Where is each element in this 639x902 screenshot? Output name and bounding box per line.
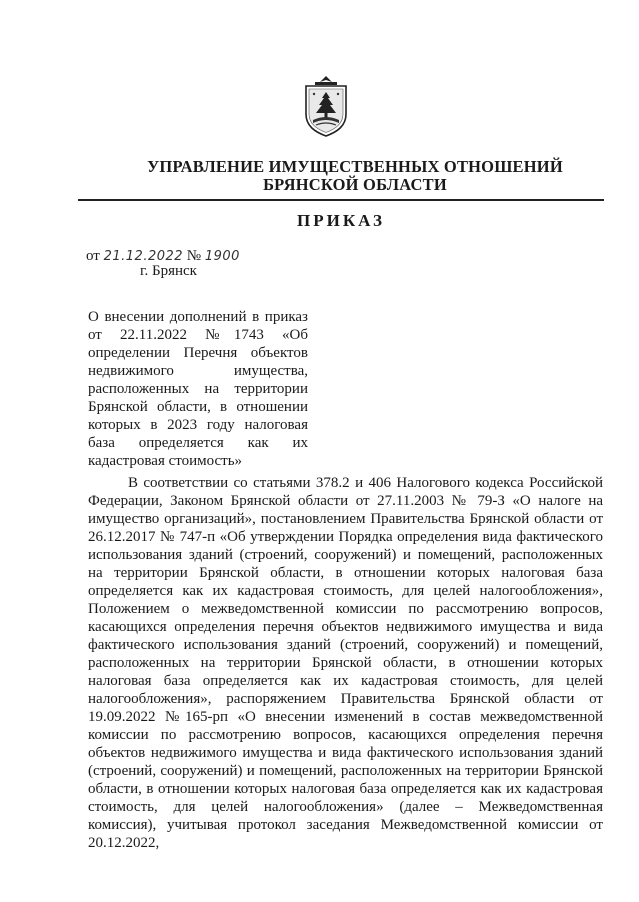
body-line: расположенных на территории Брянской области, в отношении которых bbox=[88, 655, 603, 671]
order-date: 21.12.2022 bbox=[103, 249, 184, 264]
subject-line: которых в 2023 году налоговая bbox=[88, 417, 308, 433]
body-line: В соответствии со статьями 378.2 и 406 Налогового кодекса Российской bbox=[128, 475, 603, 491]
subject-line: расположенных на территории bbox=[88, 381, 308, 397]
body-line: фактического использования зданий (строений, сооружений) и помещений, bbox=[88, 637, 603, 653]
body-line: использования зданий (строений, сооружений) и помещений, расположенных bbox=[88, 547, 603, 563]
document-type-title: ПРИКАЗ bbox=[297, 211, 385, 230]
body-line: касающихся определения перечня объектов недвижимого имущества и вида bbox=[88, 619, 603, 635]
subject-line: кадастровая стоимость» bbox=[88, 453, 243, 469]
body-line: налогообложения», распоряжением Правительства Брянской области от bbox=[88, 691, 603, 707]
body-line: 19.09.2022 №165-рп «О внесении изменений в состав межведомственной bbox=[88, 709, 603, 725]
body-line: 20.12.2022, bbox=[88, 835, 160, 851]
subject-line: О внесении дополнений в приказ bbox=[88, 309, 308, 325]
body-line: стоимость, для целей налогообложения» (далее – Межведомственная bbox=[88, 799, 603, 815]
body-line: 26.12.2017 № 747-п «Об утверждении Порядка определения вида фактического bbox=[88, 529, 603, 545]
body-line: области, в отношении которых налоговая база определяется как их кадастровая bbox=[88, 781, 603, 797]
body-line: на территории Брянской области, в отношении которых налоговая база bbox=[88, 565, 603, 581]
subject-line: Брянской области, в отношении bbox=[88, 399, 308, 415]
city-name: г. Брянск bbox=[140, 263, 197, 279]
order-number: 1900 bbox=[204, 249, 240, 264]
date-prefix: от bbox=[86, 248, 100, 264]
subject-line: база определяется как их bbox=[88, 435, 308, 451]
body-line: Положением о межведомственной комиссии по рассмотрению вопросов, bbox=[88, 601, 603, 617]
order-subject bbox=[88, 308, 308, 470]
subject-line: недвижимого имущества, bbox=[88, 363, 308, 379]
coat-of-arms-icon bbox=[301, 74, 351, 138]
body-line: имущество организаций», постановлением Правительства Брянской области от bbox=[88, 511, 603, 527]
order-body-paragraph bbox=[88, 474, 603, 852]
body-line: налоговая база определяется как их кадастровая стоимость, для целей bbox=[88, 673, 603, 689]
organization-name-line2: БРЯНСКОЙ ОБЛАСТИ bbox=[263, 175, 447, 194]
body-line: определяется как их кадастровая стоимость, для целей налогообложения», bbox=[88, 583, 603, 599]
organization-name-line1: УПРАВЛЕНИЕ ИМУЩЕСТВЕННЫХ ОТНОШЕНИЙ bbox=[147, 157, 563, 176]
header-divider bbox=[78, 199, 604, 201]
body-line: Федерации, Законом Брянской области от 27.11.2003 № 79-З «О налоге на bbox=[88, 493, 603, 509]
body-line: комиссия), учитывая протокол заседания Межведомственной комиссии от bbox=[88, 817, 603, 833]
number-prefix: № bbox=[186, 248, 202, 264]
subject-line: определении Перечня объектов bbox=[88, 345, 308, 361]
body-line: комиссии по рассмотрению вопросов, касающихся определения перечня bbox=[88, 727, 603, 743]
subject-line: от 22.11.2022 №1743 «Об bbox=[88, 327, 308, 343]
body-line: объектов недвижимого имущества и вида фактического использования зданий bbox=[88, 745, 603, 761]
body-line: (строений, сооружений) и помещений, расположенных на территории Брянской bbox=[88, 763, 603, 779]
